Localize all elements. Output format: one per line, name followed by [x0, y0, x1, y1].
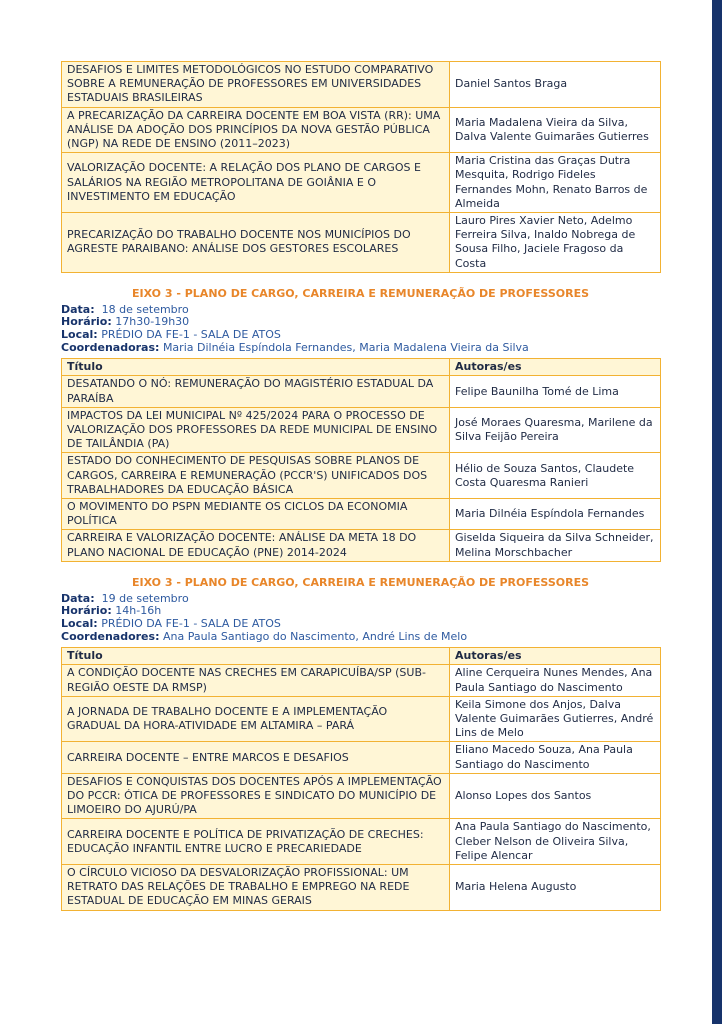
eixo-heading: EIXO 3 - PLANO DE CARGO, CARREIRA E REMUNERAÇÃO DE PROFESSORES	[131, 575, 590, 589]
table-row	[62, 407, 661, 453]
time-label: Horário:	[61, 315, 112, 329]
page-content	[61, 61, 660, 911]
location-label: Local:	[61, 328, 98, 342]
table-header-row	[62, 359, 661, 376]
paper-authors: Maria Dilnéia Espíndola Fernandes	[450, 499, 661, 530]
table-row	[62, 376, 661, 407]
table-row	[62, 665, 661, 696]
paper-title: IMPACTOS DA LEI MUNICIPAL Nº 425/2024 PARA O PROCESSO DE VALORIZAÇÃO DOS PROFESSORES DA REDE MUNICIPAL DE ENSINO DE TAILÂNDIA (PA)	[62, 407, 450, 453]
table-row	[62, 773, 661, 819]
coordinators-label: Coordenadores:	[61, 629, 160, 643]
paper-title: CARREIRA DOCENTE E POLÍTICA DE PRIVATIZAÇÃO DE CRECHES: EDUCAÇÃO INFANTIL ENTRE LUCRO E PRECARIEDADE	[62, 819, 450, 865]
paper-title: O CÍRCULO VICIOSO DA DESVALORIZAÇÃO PROFISSIONAL: UM RETRATO DAS RELAÇÕES DE TRABALHO E EMPREGO NA REDE ESTADUAL DE EDUCAÇÃO EM MINAS GERAIS	[62, 865, 450, 911]
coordinators-value: Ana Paula Santiago do Nascimento, André Lins de Melo	[162, 629, 468, 643]
session-table	[61, 647, 661, 910]
paper-authors: Lauro Pires Xavier Neto, Adelmo Ferreira Silva, Inaldo Nobrega de Sousa Filho, Jaciele Fragoso da Costa	[450, 213, 661, 273]
table-row	[62, 453, 661, 499]
table-header-row	[62, 648, 661, 665]
paper-title: CARREIRA E VALORIZAÇÃO DOCENTE: ANÁLISE DA META 18 DO PLANO NACIONAL DE EDUCAÇÃO (PNE) 2014-2024	[62, 530, 450, 561]
column-header-authors: Autoras/es	[450, 648, 661, 665]
date-label: Data:	[61, 302, 95, 316]
paper-title: A CONDIÇÃO DOCENTE NAS CRECHES EM CARAPICUÍBA/SP (SUB-REGIÃO OESTE DA RMSP)	[62, 665, 450, 696]
paper-title: A JORNADA DE TRABALHO DOCENTE E A IMPLEMENTAÇÃO GRADUAL DA HORA-ATIVIDADE EM ALTAMIRA – PARÁ	[62, 696, 450, 742]
paper-authors: Daniel Santos Braga	[450, 62, 661, 108]
column-header-title: Título	[62, 359, 450, 376]
table-row	[62, 62, 661, 108]
time-value: 14h-16h	[115, 604, 162, 618]
paper-title: DESATANDO O NÓ: REMUNERAÇÃO DO MAGISTÉRIO ESTADUAL DA PARAÍBA	[62, 376, 450, 407]
date-value: 19 de setembro	[101, 591, 189, 605]
table-row	[62, 499, 661, 530]
paper-authors: Felipe Baunilha Tomé de Lima	[450, 376, 661, 407]
paper-title: A PRECARIZAÇÃO DA CARREIRA DOCENTE EM BOA VISTA (RR): UMA ANÁLISE DA ADOÇÃO DOS PRINCÍPIOS DA NOVA GESTÃO PÚBLICA (NGP) NA REDE DE ENSINO (2011–2023)	[62, 107, 450, 153]
location-label: Local:	[61, 617, 98, 631]
paper-title: VALORIZAÇÃO DOCENTE: A RELAÇÃO DOS PLANO DE CARGOS E SALÁRIOS NA REGIÃO METROPOLITANA DE GOIÂNIA E O INVESTIMENTO EM EDUCAÇÃO	[62, 153, 450, 213]
paper-authors: Keila Simone dos Anjos, Dalva Valente Guimarães Gutierres, André Lins de Melo	[450, 696, 661, 742]
coordinators-value: Maria Dilnéia Espíndola Fernandes, Maria Madalena Vieira da Silva	[162, 340, 529, 354]
location-value: PRÉDIO DA FE-1 - SALA DE ATOS	[101, 617, 281, 631]
time-label: Horário:	[61, 604, 112, 618]
paper-authors: Aline Cerqueira Nunes Mendes, Ana Paula Santiago do Nascimento	[450, 665, 661, 696]
session-coordinators	[61, 631, 660, 644]
location-value: PRÉDIO DA FE-1 - SALA DE ATOS	[101, 328, 281, 342]
time-value: 17h30-19h30	[115, 315, 190, 329]
table-row	[62, 213, 661, 273]
paper-authors: Maria Madalena Vieira da Silva, Dalva Valente Guimarães Gutierres	[450, 107, 661, 153]
right-edge-bar	[712, 0, 722, 1024]
paper-authors: Eliano Macedo Souza, Ana Paula Santiago do Nascimento	[450, 742, 661, 773]
paper-authors: Giselda Siqueira da Silva Schneider, Melina Morschbacher	[450, 530, 661, 561]
paper-title: ESTADO DO CONHECIMENTO DE PESQUISAS SOBRE PLANOS DE CARGOS, CARREIRA E REMUNERAÇÃO (PCCR'S) UNIFICADOS DOS TRABALHADORES DA EDUCAÇÃO BÁSICA	[62, 453, 450, 499]
coordinators-label: Coordenadoras:	[61, 340, 160, 354]
paper-title: CARREIRA DOCENTE – ENTRE MARCOS E DESAFIOS	[62, 742, 450, 773]
session-18-setembro	[61, 287, 660, 562]
session-19-setembro	[61, 576, 660, 911]
top-schedule-table	[61, 61, 661, 273]
table-row	[62, 153, 661, 213]
date-label: Data:	[61, 591, 95, 605]
session-table	[61, 358, 661, 562]
eixo-heading: EIXO 3 - PLANO DE CARGO, CARREIRA E REMUNERAÇÃO DE PROFESSORES	[131, 286, 590, 300]
column-header-title: Título	[62, 648, 450, 665]
session-coordinators	[61, 342, 660, 355]
paper-title: DESAFIOS E LIMITES METODOLÓGICOS NO ESTUDO COMPARATIVO SOBRE A REMUNERAÇÃO DE PROFESSORES EM UNIVERSIDADES ESTADUAIS BRASILEIRAS	[62, 62, 450, 108]
paper-authors: José Moraes Quaresma, Marilene da Silva Feijão Pereira	[450, 407, 661, 453]
column-header-authors: Autoras/es	[450, 359, 661, 376]
paper-title: O MOVIMENTO DO PSPN MEDIANTE OS CICLOS DA ECONOMIA POLÍTICA	[62, 499, 450, 530]
paper-authors: Ana Paula Santiago do Nascimento, Cleber Nelson de Oliveira Silva, Felipe Alencar	[450, 819, 661, 865]
table-row	[62, 696, 661, 742]
paper-title: DESAFIOS E CONQUISTAS DOS DOCENTES APÓS A IMPLEMENTAÇÃO DO PCCR: ÓTICA DE PROFESSORES E SINDICATO DO MUNICÍPIO DE LIMOEIRO DO AJURÚ/PA	[62, 773, 450, 819]
paper-authors: Hélio de Souza Santos, Claudete Costa Quaresma Ranieri	[450, 453, 661, 499]
table-row	[62, 530, 661, 561]
table-row	[62, 742, 661, 773]
paper-title: PRECARIZAÇÃO DO TRABALHO DOCENTE NOS MUNICÍPIOS DO AGRESTE PARAIBANO: ANÁLISE DOS GESTORES ESCOLARES	[62, 213, 450, 273]
table-row	[62, 107, 661, 153]
paper-authors: Maria Helena Augusto	[450, 865, 661, 911]
table-row	[62, 865, 661, 911]
paper-authors: Alonso Lopes dos Santos	[450, 773, 661, 819]
date-value: 18 de setembro	[101, 302, 189, 316]
paper-authors: Maria Cristina das Graças Dutra Mesquita, Rodrigo Fideles Fernandes Mohn, Renato Barros de Almeida	[450, 153, 661, 213]
table-row	[62, 819, 661, 865]
